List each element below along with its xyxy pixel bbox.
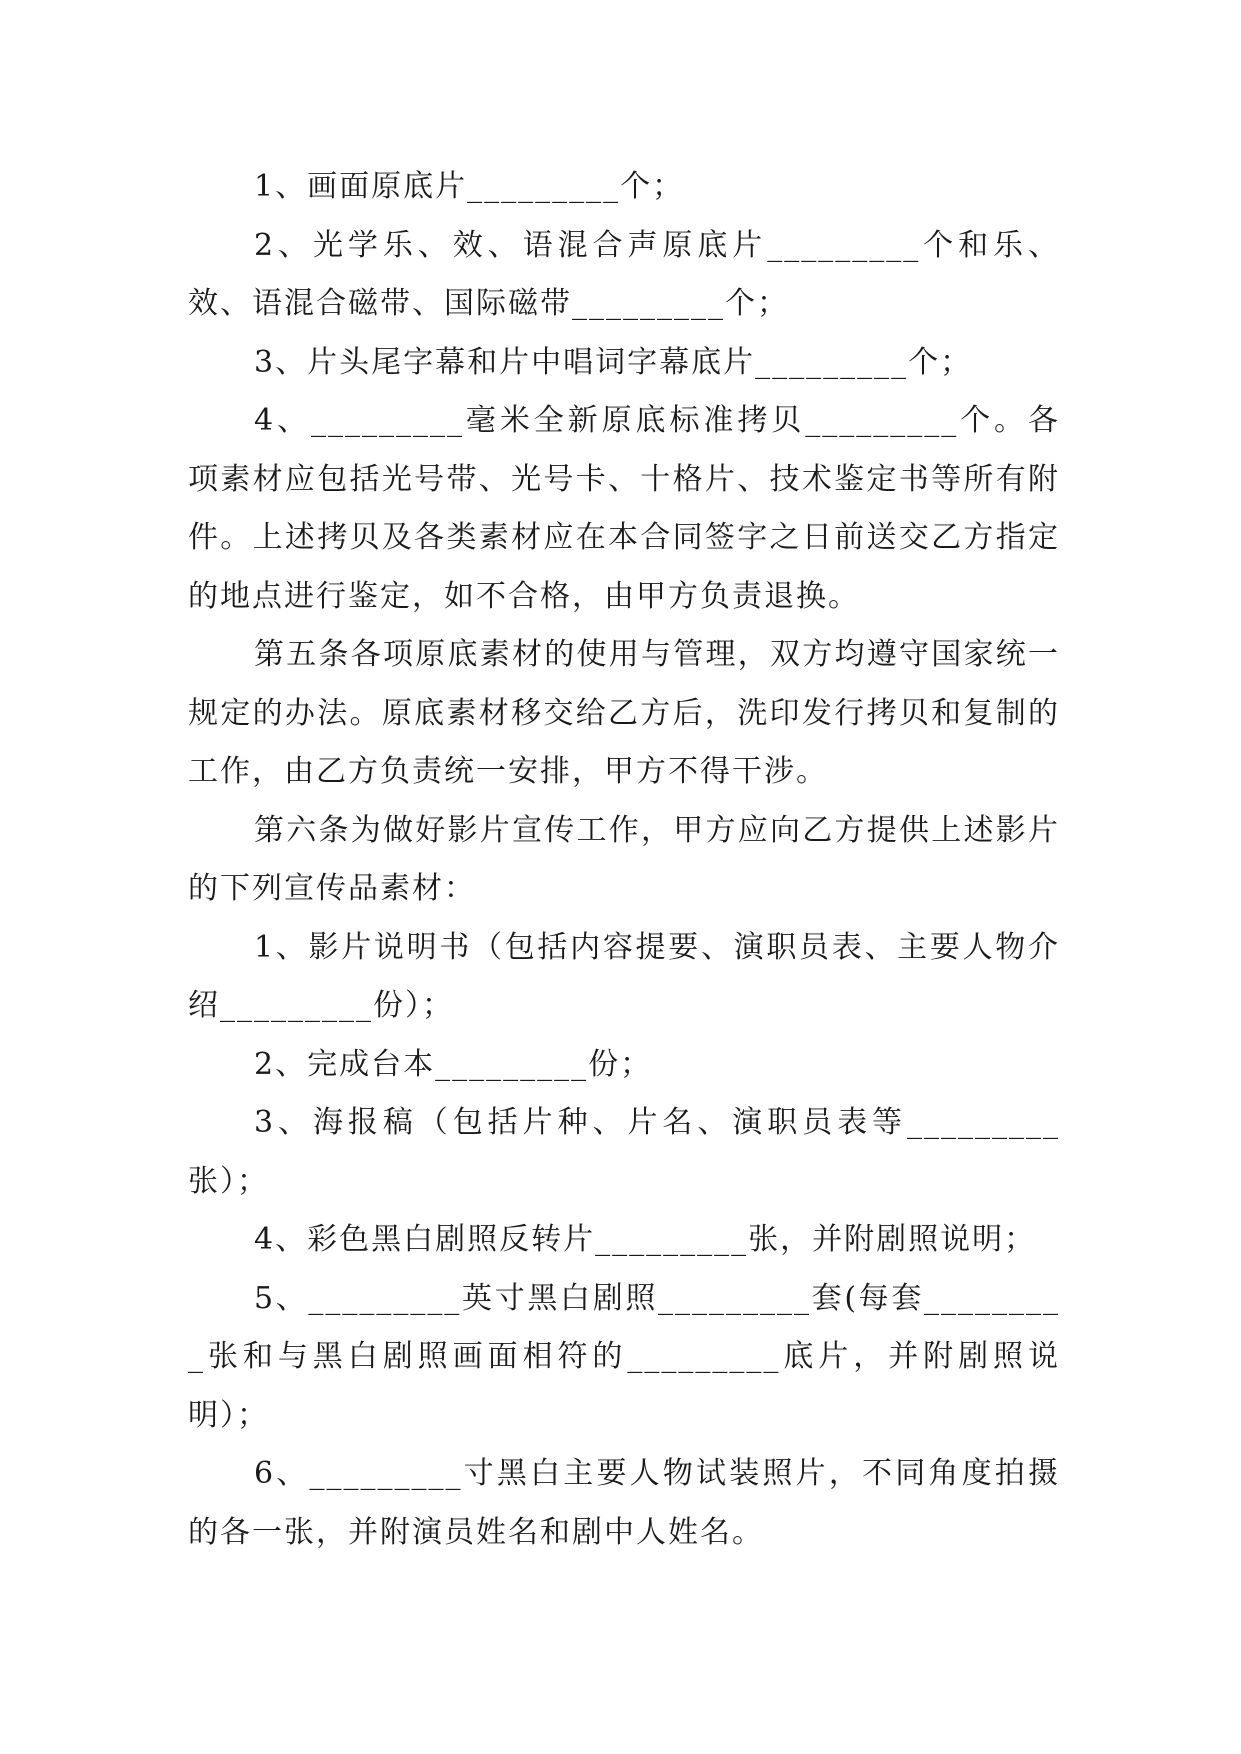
promo-item-1-brochure: 1、影片说明书（包括内容提要、演职员表、主要人物介绍_________份）； bbox=[188, 929, 1060, 1023]
promo-item-3-poster: 3、海报稿（包括片种、片名、演职员表等_________张）； bbox=[188, 1105, 1060, 1199]
document-body bbox=[188, 158, 1060, 1562]
promo-item-2-script: 2、完成台本_________份； bbox=[254, 1046, 653, 1082]
clause-item-4-standard-copy: 4、_________毫米全新原底标准拷贝_________个。各项素材应包括光号带、光号卡、十格片、技术鉴定书等所有附件。上述拷贝及各类素材应在本合同签字之日前送交乙方指定的地点进行鉴定，如不合格，由甲方负责退换。 bbox=[188, 403, 1060, 614]
promo-item-4-slides: 4、彩色黑白剧照反转片_________张，并附剧照说明； bbox=[254, 1222, 1037, 1257]
article-5-paragraph: 第五条各项原底素材的使用与管理，双方均遵守国家统一规定的办法。原底素材移交给乙方后，洗印发行拷贝和复制的工作，由乙方负责统一安排，甲方不得干涉。 bbox=[188, 637, 1060, 789]
clause-item-1-picture-negative: 1、画面原底片_________个； bbox=[254, 169, 685, 204]
promo-item-6-costume-photos: 6、_________寸黑白主要人物试装照片，不同角度拍摄的各一张，并附演员姓名和剧中人姓名。 bbox=[188, 1456, 1060, 1550]
article-6-paragraph: 第六条为做好影片宣传工作，甲方应向乙方提供上述影片的下列宣传品素材： bbox=[188, 812, 1060, 906]
clause-item-3-subtitle-negative: 3、片头尾字幕和片中唱词字幕底片_________个； bbox=[254, 344, 973, 380]
clause-item-2-sound-negative: 2、光学乐、效、语混合声原底片_________个和乐、效、语混合磁带、国际磁带_________个； bbox=[188, 227, 1060, 321]
promo-item-5-stills: 5、_________英寸黑白剧照_________套(每套_________张和与黑白剧照画面相符的_________底片，并附剧照说明）； bbox=[188, 1280, 1060, 1433]
